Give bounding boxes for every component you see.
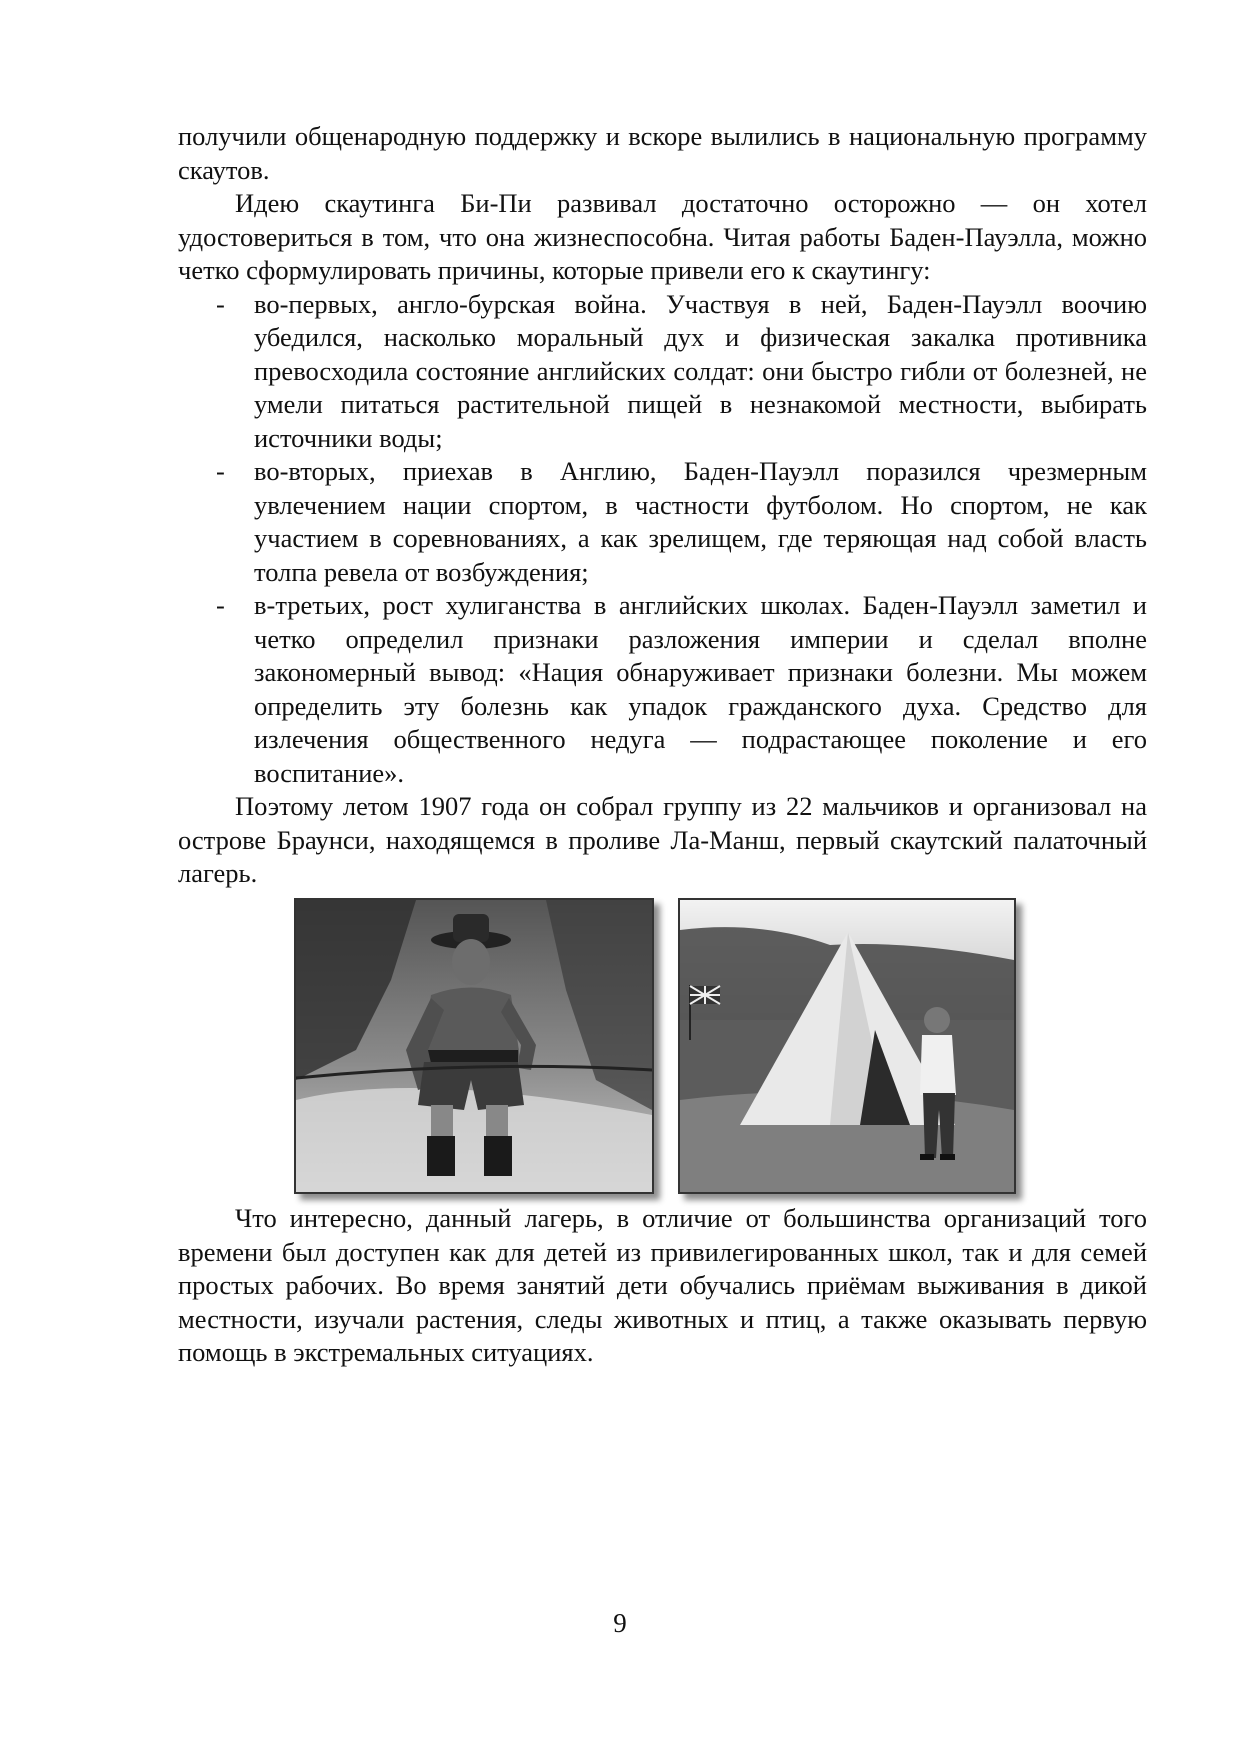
paragraph-2: Идею скаутинга Би-Пи развивал достаточно осторожно — он хотел удостовериться в том, что она жизнеспособна. Читая работы Баден-Пауэлла, можно четко сформулировать причины, которые привели его к скаутингу:	[178, 188, 1147, 285]
list-item	[178, 288, 1147, 456]
photo-row	[0, 898, 1240, 1200]
list-dash: -	[216, 456, 225, 486]
list-item-text: во-первых, англо-бурская война. Участвуя в ней, Баден-Пауэлл воочию убедился, насколько моральный дух и физическая закалка противника превосходила состояние английских солдат: они быстро гибли от болезней, не умели питаться растительной пищей в незнакомой местности, выбирать источники воды;	[254, 288, 1147, 453]
reasons-list	[178, 288, 1147, 791]
tent-camp-image	[680, 900, 1014, 1192]
list-item-text: в-третьих, рост хулиганства в английских школах. Баден-Пауэлл заметил и четко определил признаки разложения империи и сделал вполне закономерный вывод: «Нация обнаруживает признаки болезни. Мы можем определить эту болезнь как упадок гражданского духа. Средство для излечения общественного недуга — подрастающее поколение и его воспитание».	[254, 590, 1147, 788]
paragraph-4: Что интересно, данный лагерь, в отличие от большинства организаций того времени был доступен как для детей из привилегированных школ, так и для семей простых рабочих. Во время занятий дети обучались приёмам выживания в дикой местности, изучали растения, следы животных и птиц, а также оказывать первую помощь в экстремальных ситуациях.	[178, 1203, 1147, 1367]
paragraph-3: Поэтому летом 1907 года он собрал группу из 22 мальчиков и организовал на острове Браунси, находящемся в проливе Ла-Манш, первый скаутский палаточный лагерь.	[178, 791, 1147, 888]
paragraph-1: получили общенародную поддержку и вскоре вылились в национальную программу скаутов.	[178, 121, 1147, 185]
text-block-bottom	[178, 1202, 1147, 1370]
photo-tent-camp	[678, 898, 1016, 1194]
page-number: 9	[613, 1608, 627, 1638]
list-dash: -	[216, 288, 225, 319]
list-item	[178, 455, 1147, 589]
list-dash: -	[216, 590, 225, 620]
scout-leader-image	[296, 900, 652, 1192]
list-item	[178, 589, 1147, 790]
photo-scout-leader	[294, 898, 654, 1194]
list-item-text: во-вторых, приехав в Англию, Баден-Пауэлл поразился чрезмерным увлечением нации спортом, в частности футболом. Но спортом, не как участием в соревнованиях, а как зрелищем, где теряющая над собой власть толпа ревела от возбуждения;	[254, 456, 1147, 587]
text-block-top	[178, 120, 1147, 891]
